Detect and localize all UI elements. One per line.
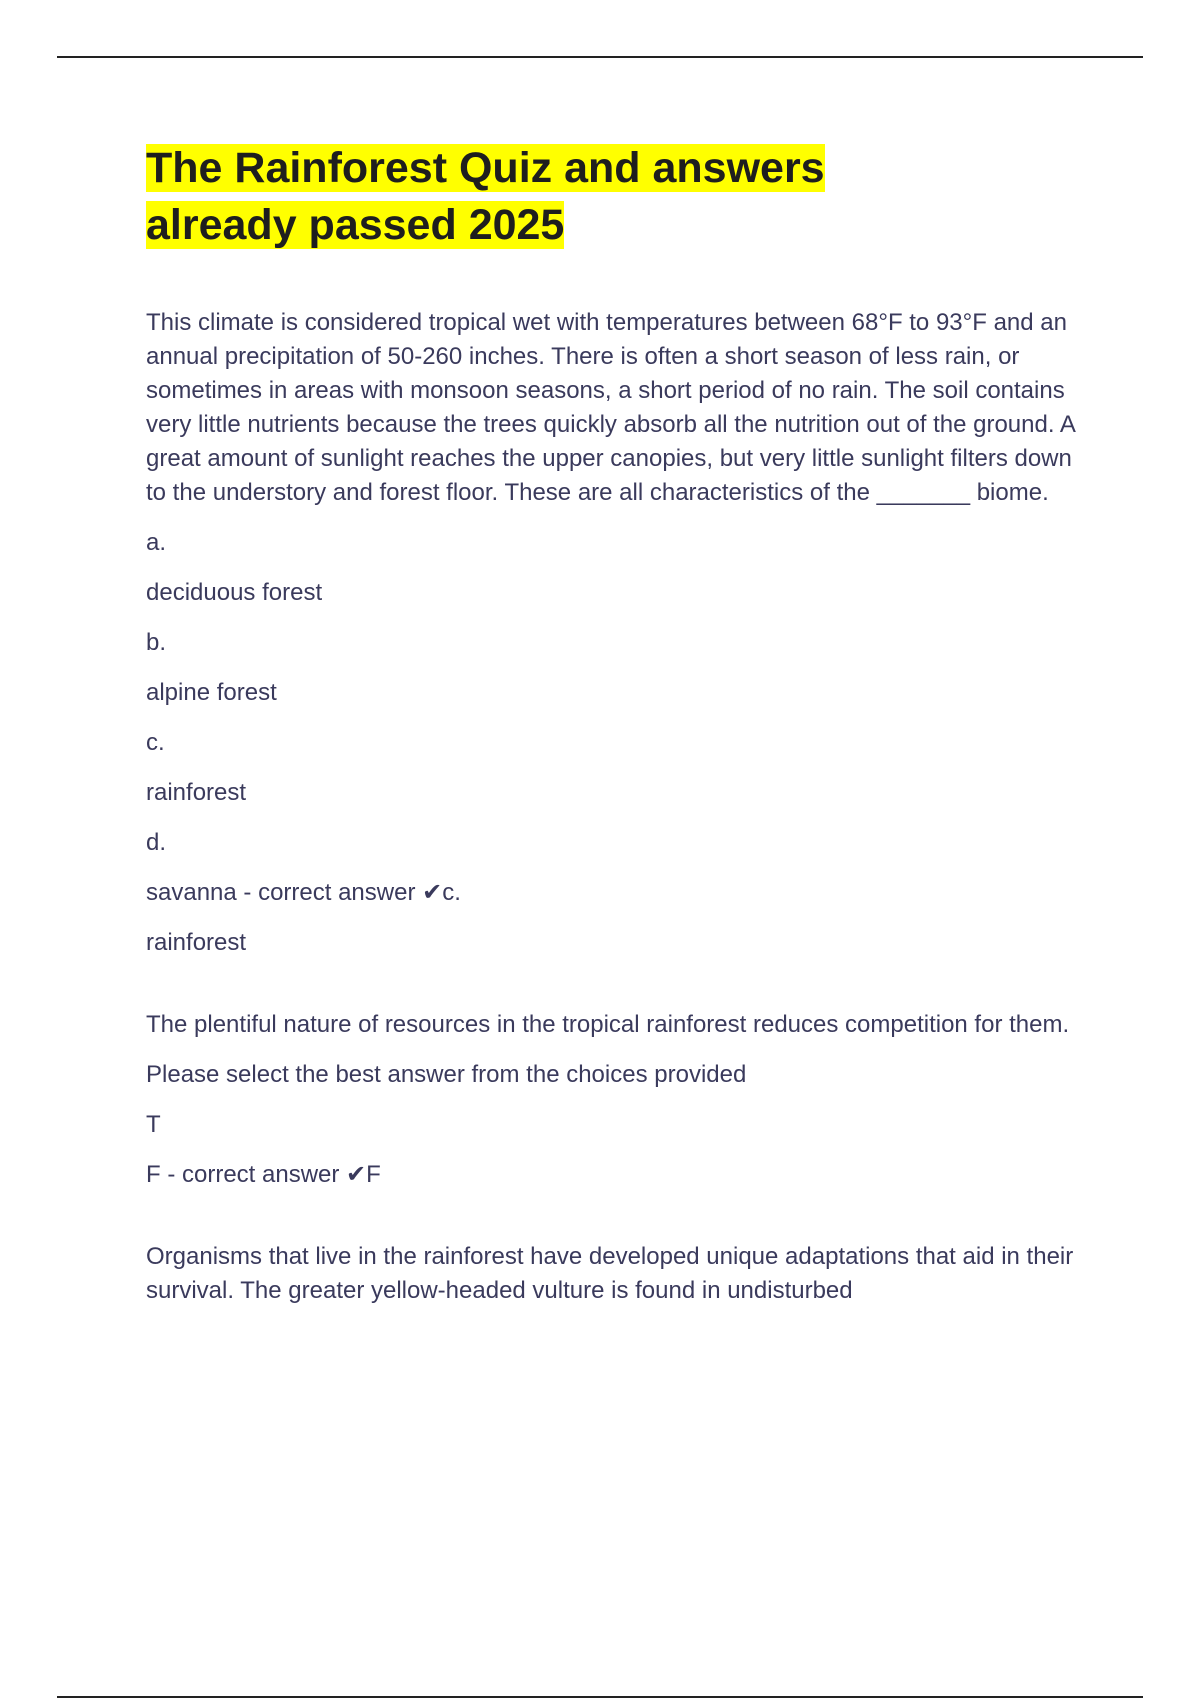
option-label-d: d.: [146, 829, 167, 856]
title-line-2: already passed 2025: [146, 201, 565, 249]
option-text-c: rainforest: [146, 779, 247, 806]
document-title: [146, 140, 1086, 254]
option-text-d-with-answer: savanna - correct answer ✔c.: [146, 879, 461, 906]
question-2: [146, 1008, 1086, 1192]
question-prompt: Organisms that live in the rainforest have developed unique adaptations that aid in their survival. The greater yellow-headed vulture is found in undisturbed: [146, 1243, 1074, 1304]
top-rule: [57, 56, 1143, 58]
bottom-rule: [57, 1696, 1143, 1698]
question-prompt: This climate is considered tropical wet with temperatures between 68°F to 93°F and an annual precipitation of 50-260 inches. There is often a short season of less rain, or sometimes in areas with monsoon seasons, a short period of no rain. The soil contains very little nutrients because the trees quickly absorb all the nutrition out of the ground. A great amount of sunlight reaches the upper canopies, but very little sunlight filters down to the understory and forest floor. These are all characteristics of the _______ biome.: [146, 309, 1075, 506]
answer-text: rainforest: [146, 929, 247, 956]
option-text-a: deciduous forest: [146, 579, 323, 606]
option-label-a: a.: [146, 529, 167, 556]
question-1: [146, 306, 1086, 960]
option-text-b: alpine forest: [146, 679, 277, 706]
option-label-b: b.: [146, 629, 167, 656]
title-line-1: The Rainforest Quiz and answers: [146, 144, 825, 192]
option-true: T: [146, 1111, 161, 1138]
question-3: [146, 1240, 1086, 1308]
option-label-c: c.: [146, 729, 165, 756]
document-body: [146, 140, 1086, 1308]
option-false-with-answer: F - correct answer ✔F: [146, 1161, 381, 1188]
question-prompt: The plentiful nature of resources in the tropical rainforest reduces competition for them.: [146, 1011, 1070, 1038]
instruction-text: Please select the best answer from the choices provided: [146, 1061, 747, 1088]
